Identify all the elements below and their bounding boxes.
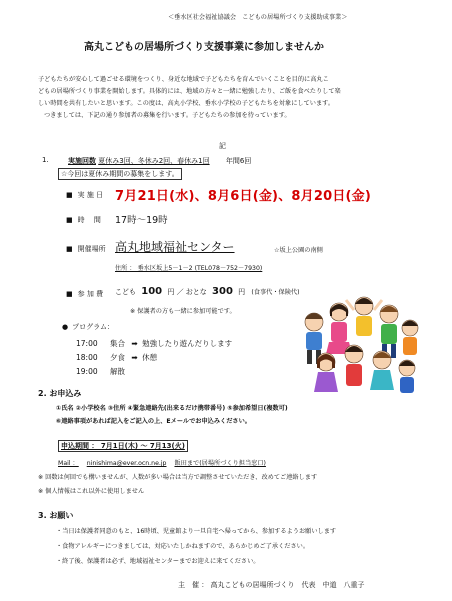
section2-heading: 2. お申込み [38,389,82,398]
child-figure [370,351,394,390]
mail-address-link[interactable]: ninishima@ever.ocn.ne.jp [86,460,167,467]
fee-adult-amount: 300 [212,286,233,297]
request-line-3: ・終了後、保護者は必ず、地域福祉センターまでお迎えに来てください。 [56,558,260,565]
program-row-3 [76,366,125,377]
child-figure [326,303,352,354]
apply-items-line-2: ⑥連絡事項があれば記入をご記入の上、Eメールでお申込みください。 [56,418,251,425]
program-label-text: プログラム： [72,323,115,331]
program-item: 夕食 [110,353,126,362]
program-desc: 勉強したり遊んだりします [142,339,233,348]
child-figure [380,305,398,358]
intro-line-1: 子どもたちが安心して過ごせる環境をつくり、身近な地域で子どもたちを育んでいくことを目的に高丸こ [38,76,329,83]
child-figure [314,353,338,392]
venue-name: 高丸地域福祉センター [115,240,235,254]
counts-total: 年間6回 [225,157,252,165]
mail-row [58,458,266,467]
apply-period: 申込期間 ： 7月1日(木) ～ 7月13(火) [58,440,188,452]
fee-child-label: こども [115,288,136,296]
note-1: ※ 回数は何回でも構いませんが、人数が多い場合は当方で調整させていただき、改めてご連絡します [38,474,318,481]
child-figure [402,320,418,355]
fee-child-amount: 100 [141,286,163,297]
children-illustration [294,292,422,396]
event-dates: 7月21日(水)、8月6日(金)、8月20日(金) [115,189,372,204]
program-desc: 休憩 [142,353,158,362]
request-line-1: ・当日は保護者同意のもと、16時頃、児童館より一旦自宅へ帰ってから、参加するようお願いします [56,528,337,535]
time-label: ■ 時 間 [66,215,101,225]
guardian-note: ※ 保護者の方も一緒に参加可能です。 [130,308,236,315]
program-item: 解散 [110,367,126,376]
event-time: 17時～19時 [115,215,168,226]
mail-note: 飯田まで(居場所づくり担当窓口) [174,460,266,467]
apply-items-line-1: ①氏名 ②小学校名 ③住所 ④緊急連絡先(出来るだけ携帯番号) ⑤参加希望日(複数可) [56,405,288,412]
page-title: 高丸こどもの居場所づくり支援事業に参加しませんか [84,42,324,53]
header-tagline: ＜垂水区社会福祉協議会 こどもの居場所づくり支援助成事業＞ [168,14,348,21]
venue-address: 住所 ： 垂水区坂上5－1－2 (TEL078－752－7930) [115,265,263,272]
program-item: 集合 [110,339,126,348]
request-line-2: ・食物アレルギーにつきましては、対応いたしかねますので、あらかじめご了承ください。 [56,543,310,550]
arrow-icon: ➡ [131,339,138,348]
section1-number: 1. [42,156,49,164]
note-2: ※ 個人情報はこれ以外に使用しません [38,488,145,495]
program-time: 18:00 [76,353,98,362]
venue-note: ☆坂上公園の南側 [274,247,323,254]
counts-label: 実施回数 [68,157,96,165]
fee-row [115,286,300,297]
program-label: ● プログラム： [62,323,115,331]
section3-heading: 3. お願い [38,511,74,520]
section1-counts-row [68,156,251,166]
program-row-2 [76,352,157,363]
fee-unit: 円 [238,288,246,296]
ki-label: 記 [219,142,226,150]
intro-line-4: つきましては、下記の通り参加者の募集を行います。子どもたちの参加を待っています。 [44,112,291,119]
notice-box: ☆今回は夏休み期間の募集をします。 [58,168,182,180]
program-row-1 [76,338,232,349]
program-time: 19:00 [76,367,98,376]
date-label: ■ 実 施 日 [66,190,103,200]
counts-text: 夏休み3回、冬休み2回、春休み1回 [98,157,210,165]
fee-separator: 円 ／ おとな [167,288,207,296]
fee-label: ■ 参 加 費 [66,289,103,299]
child-figure [399,360,415,393]
intro-line-2: どもの居場所づくり事業を開始します。具体的には、地域の方々と一緒に勉強したり、ご飯を食べたりして楽 [38,88,341,95]
mail-label: Mail ： [58,460,79,467]
program-time: 17:00 [76,339,98,348]
child-figure [345,345,363,386]
venue-label: ■ 開催場所 [66,244,106,254]
intro-line-3: しい時間を共有したいと思います。この度は、高丸小学校、垂水小学校の子どもたちを対象にしています。 [38,100,335,107]
arrow-icon: ➡ [131,353,138,362]
organizer: 主 催 ： 高丸こどもの居場所づくり 代表 中道 八重子 [178,581,365,589]
fee-note: (食事代・保険代) [251,289,300,296]
child-figure [346,297,382,336]
